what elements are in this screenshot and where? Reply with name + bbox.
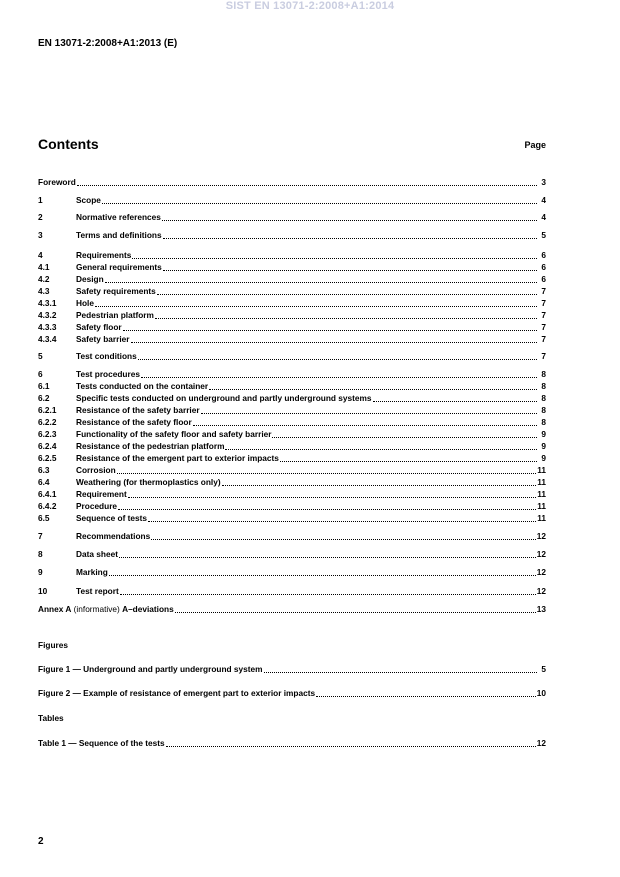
toc-entry-page: 3 <box>541 177 546 187</box>
toc-entry-page: 7 <box>541 334 546 344</box>
dot-leader <box>373 393 538 402</box>
toc-entry-number: 4.3.2 <box>38 310 57 320</box>
toc-entry-page: 12 <box>536 531 546 541</box>
toc-entry-page: 4 <box>541 212 546 222</box>
toc-entry-number: 6.2.1 <box>38 405 57 415</box>
toc-entry[interactable] <box>38 212 546 223</box>
toc-entry-number: 9 <box>38 567 43 577</box>
dot-leader <box>209 381 537 390</box>
toc-entry[interactable] <box>38 477 546 488</box>
toc-entry-number: 6.4.1 <box>38 489 57 499</box>
toc-entry[interactable] <box>38 489 546 500</box>
toc-entry-page: 8 <box>541 417 546 427</box>
toc-entry-number: 10 <box>38 586 48 596</box>
toc-entry-title: Pedestrian platform <box>76 310 154 320</box>
toc-entry-page: 6 <box>541 250 546 260</box>
toc-entry[interactable] <box>38 334 546 345</box>
toc-entry[interactable] <box>38 405 546 416</box>
toc-entry-title <box>38 604 174 615</box>
toc-entry[interactable] <box>38 738 546 749</box>
toc-entry-number: 6.3 <box>38 465 50 475</box>
dot-leader <box>222 477 537 486</box>
dot-leader <box>201 405 537 414</box>
toc-entry[interactable] <box>38 531 546 542</box>
toc-entry-title: Sequence of tests <box>76 513 148 523</box>
toc-entry-page: 5 <box>541 664 546 674</box>
watermark: SIST EN 13071-2:2008+A1:2014 <box>225 0 395 12</box>
toc-entry-title: Resistance of the safety floor <box>76 417 192 427</box>
toc-entry-title: Table 1 — Sequence of the tests <box>38 738 165 748</box>
toc-entry-page: 7 <box>541 351 546 361</box>
toc-entry-page: 8 <box>541 369 546 379</box>
toc-entry-title: Data sheet <box>76 549 118 559</box>
toc-entry-title: Safety floor <box>76 322 122 332</box>
toc-entry-number: 6.2.2 <box>38 417 57 427</box>
toc-entry[interactable] <box>38 501 546 512</box>
dot-leader <box>105 274 537 283</box>
toc-entry-number: 6 <box>38 369 43 379</box>
dot-leader <box>118 501 536 510</box>
toc-entry-page: 13 <box>536 604 546 614</box>
dot-leader <box>163 230 537 239</box>
toc-entry[interactable] <box>38 351 546 362</box>
dot-leader <box>193 417 537 426</box>
toc-entry-title: Requirements <box>76 250 132 260</box>
toc-entry[interactable] <box>38 586 546 597</box>
document-identifier: EN 13071-2:2008+A1:2013 (E) <box>38 38 178 49</box>
toc-entry-page: 5 <box>541 230 546 240</box>
toc-entry[interactable] <box>38 310 546 321</box>
toc-entry-page: 9 <box>541 429 546 439</box>
toc-entry-number: 2 <box>38 212 43 222</box>
toc-entry-number: 4.3 <box>38 286 50 296</box>
toc-entry-page: 9 <box>541 441 546 451</box>
annex-title: A–deviations <box>122 604 174 614</box>
dot-leader <box>132 250 537 259</box>
toc-entry[interactable] <box>38 664 546 675</box>
toc-entry-page: 8 <box>541 405 546 415</box>
figures-heading: Figures <box>38 640 68 650</box>
toc-entry-number: 4.3.4 <box>38 334 57 344</box>
toc-entry-title: Test report <box>76 586 119 596</box>
toc-entry-number: 6.1 <box>38 381 50 391</box>
toc-entry-title: Corrosion <box>76 465 116 475</box>
toc-entry[interactable] <box>38 177 546 188</box>
toc-entry-title: General requirements <box>76 262 162 272</box>
toc-entry-number: 7 <box>38 531 43 541</box>
dot-leader <box>264 664 538 673</box>
dot-leader <box>166 738 536 747</box>
toc-entry-number: 4.1 <box>38 262 50 272</box>
dot-leader <box>175 604 536 613</box>
toc-entry[interactable] <box>38 453 546 464</box>
dot-leader <box>123 322 537 331</box>
toc-entry[interactable] <box>38 230 546 241</box>
dot-leader <box>155 310 537 319</box>
dot-leader <box>272 429 537 438</box>
toc-entry[interactable] <box>38 250 546 261</box>
toc-entry-page: 11 <box>537 513 546 523</box>
dot-leader <box>102 195 537 204</box>
toc-entry-page: 9 <box>541 453 546 463</box>
toc-entry-number: 6.2.3 <box>38 429 57 439</box>
page-number: 2 <box>38 836 44 847</box>
toc-entry-page: 11 <box>537 465 546 475</box>
toc-entry-title: Terms and definitions <box>76 230 162 240</box>
dot-leader <box>120 586 536 595</box>
toc-entry-title: Resistance of the safety barrier <box>76 405 200 415</box>
toc-entry-title: Hole <box>76 298 94 308</box>
toc-entry[interactable] <box>38 286 546 297</box>
toc-entry-page: 12 <box>536 567 546 577</box>
dot-leader <box>157 286 537 295</box>
toc-entry-page: 11 <box>537 477 546 487</box>
toc-entry-title: Test procedures <box>76 369 140 379</box>
toc-entry-page: 11 <box>537 489 546 499</box>
toc-entry-title: Weathering (for thermoplastics only) <box>76 477 221 487</box>
toc-entry-title: Tests conducted on the container <box>76 381 209 391</box>
toc-entry-title: Normative references <box>76 212 161 222</box>
toc-entry-title: Scope <box>76 195 101 205</box>
dot-leader <box>131 334 538 343</box>
toc-entry-title: Safety requirements <box>76 286 156 296</box>
toc-entry[interactable] <box>38 513 546 524</box>
toc-entry-number: 6.4 <box>38 477 50 487</box>
toc-entry-number: 5 <box>38 351 43 361</box>
toc-entry[interactable] <box>38 441 546 452</box>
toc-entry[interactable] <box>38 369 546 380</box>
dot-leader <box>225 441 537 450</box>
toc-entry-number: 1 <box>38 195 43 205</box>
toc-entry[interactable] <box>38 429 546 440</box>
toc-entry-page: 7 <box>541 310 546 320</box>
toc-entry-page: 6 <box>541 274 546 284</box>
toc-entry-title: Resistance of the pedestrian platform <box>76 441 225 451</box>
toc-entry-page: 7 <box>541 298 546 308</box>
toc-entry[interactable] <box>38 465 546 476</box>
dot-leader <box>77 177 537 186</box>
toc-entry-page: 11 <box>537 501 546 511</box>
toc-entry-page: 12 <box>536 738 546 748</box>
dot-leader <box>117 465 537 474</box>
toc-entry-title: Safety barrier <box>76 334 130 344</box>
toc-entry-title: Requirement <box>76 489 127 499</box>
tables-heading: Tables <box>38 713 64 723</box>
dot-leader <box>138 351 537 360</box>
toc-entry-page: 7 <box>541 322 546 332</box>
toc-entry-title: Specific tests conducted on underground and partly underground systems <box>76 393 372 403</box>
toc-entry-page: 6 <box>541 262 546 272</box>
toc-entry-page: 8 <box>541 381 546 391</box>
toc-entry-number: 4.2 <box>38 274 50 284</box>
contents-heading: Contents <box>38 136 99 152</box>
toc-entry-title: Test conditions <box>76 351 137 361</box>
toc-entry-title: Resistance of the emergent part to exterior impacts <box>76 453 279 463</box>
dot-leader <box>151 531 536 540</box>
dot-leader <box>280 453 537 462</box>
toc-entry[interactable] <box>38 604 546 615</box>
toc-entry-number: 8 <box>38 549 43 559</box>
dot-leader <box>119 549 536 558</box>
dot-leader <box>109 567 536 576</box>
toc-entry[interactable] <box>38 322 546 333</box>
toc-entry-title: Figure 1 — Underground and partly underground system <box>38 664 263 674</box>
toc-entry-page: 12 <box>536 586 546 596</box>
toc-entry-title: Functionality of the safety floor and safety barrier <box>76 429 272 439</box>
toc-entry-number: 4.3.1 <box>38 298 57 308</box>
toc-entry-title: Procedure <box>76 501 118 511</box>
toc-entry-number: 6.4.2 <box>38 501 57 511</box>
toc-entry[interactable] <box>38 381 546 392</box>
toc-entry[interactable] <box>38 417 546 428</box>
toc-entry-number: 6.2.5 <box>38 453 57 463</box>
toc-entry-title: Foreword <box>38 177 76 187</box>
toc-entry-page: 7 <box>541 286 546 296</box>
toc-entry-title: Marking <box>76 567 108 577</box>
page-column-label: Page <box>524 140 546 150</box>
toc-entry-title: Recommendations <box>76 531 151 541</box>
toc-entry[interactable] <box>38 393 546 404</box>
toc-entry[interactable] <box>38 298 546 309</box>
dot-leader <box>162 212 537 221</box>
toc-entry[interactable] <box>38 262 546 273</box>
toc-entry[interactable] <box>38 195 546 206</box>
toc-entry-page: 12 <box>536 549 546 559</box>
toc-entry-title: Figure 2 — Example of resistance of emergent part to exterior impacts <box>38 688 316 698</box>
toc-entry-title: Design <box>76 274 104 284</box>
toc-entry-page: 8 <box>541 393 546 403</box>
dot-leader <box>148 513 536 522</box>
dot-leader <box>95 298 537 307</box>
dot-leader <box>128 489 537 498</box>
toc-entry-number: 6.2 <box>38 393 50 403</box>
toc-entry-number: 3 <box>38 230 43 240</box>
toc-entry[interactable] <box>38 688 546 699</box>
annex-note: (informative) <box>71 604 123 614</box>
toc-entry-number: 6.5 <box>38 513 50 523</box>
dot-leader <box>141 369 537 378</box>
toc-entry-page: 10 <box>536 688 546 698</box>
dot-leader <box>316 688 536 697</box>
dot-leader <box>163 262 537 271</box>
toc-entry[interactable] <box>38 274 546 285</box>
toc-entry[interactable] <box>38 567 546 578</box>
annex-label: Annex A <box>38 604 72 614</box>
toc-entry-number: 6.2.4 <box>38 441 57 451</box>
toc-entry-page: 4 <box>541 195 546 205</box>
toc-entry-number: 4.3.3 <box>38 322 57 332</box>
toc-entry[interactable] <box>38 549 546 560</box>
toc-entry-number: 4 <box>38 250 43 260</box>
